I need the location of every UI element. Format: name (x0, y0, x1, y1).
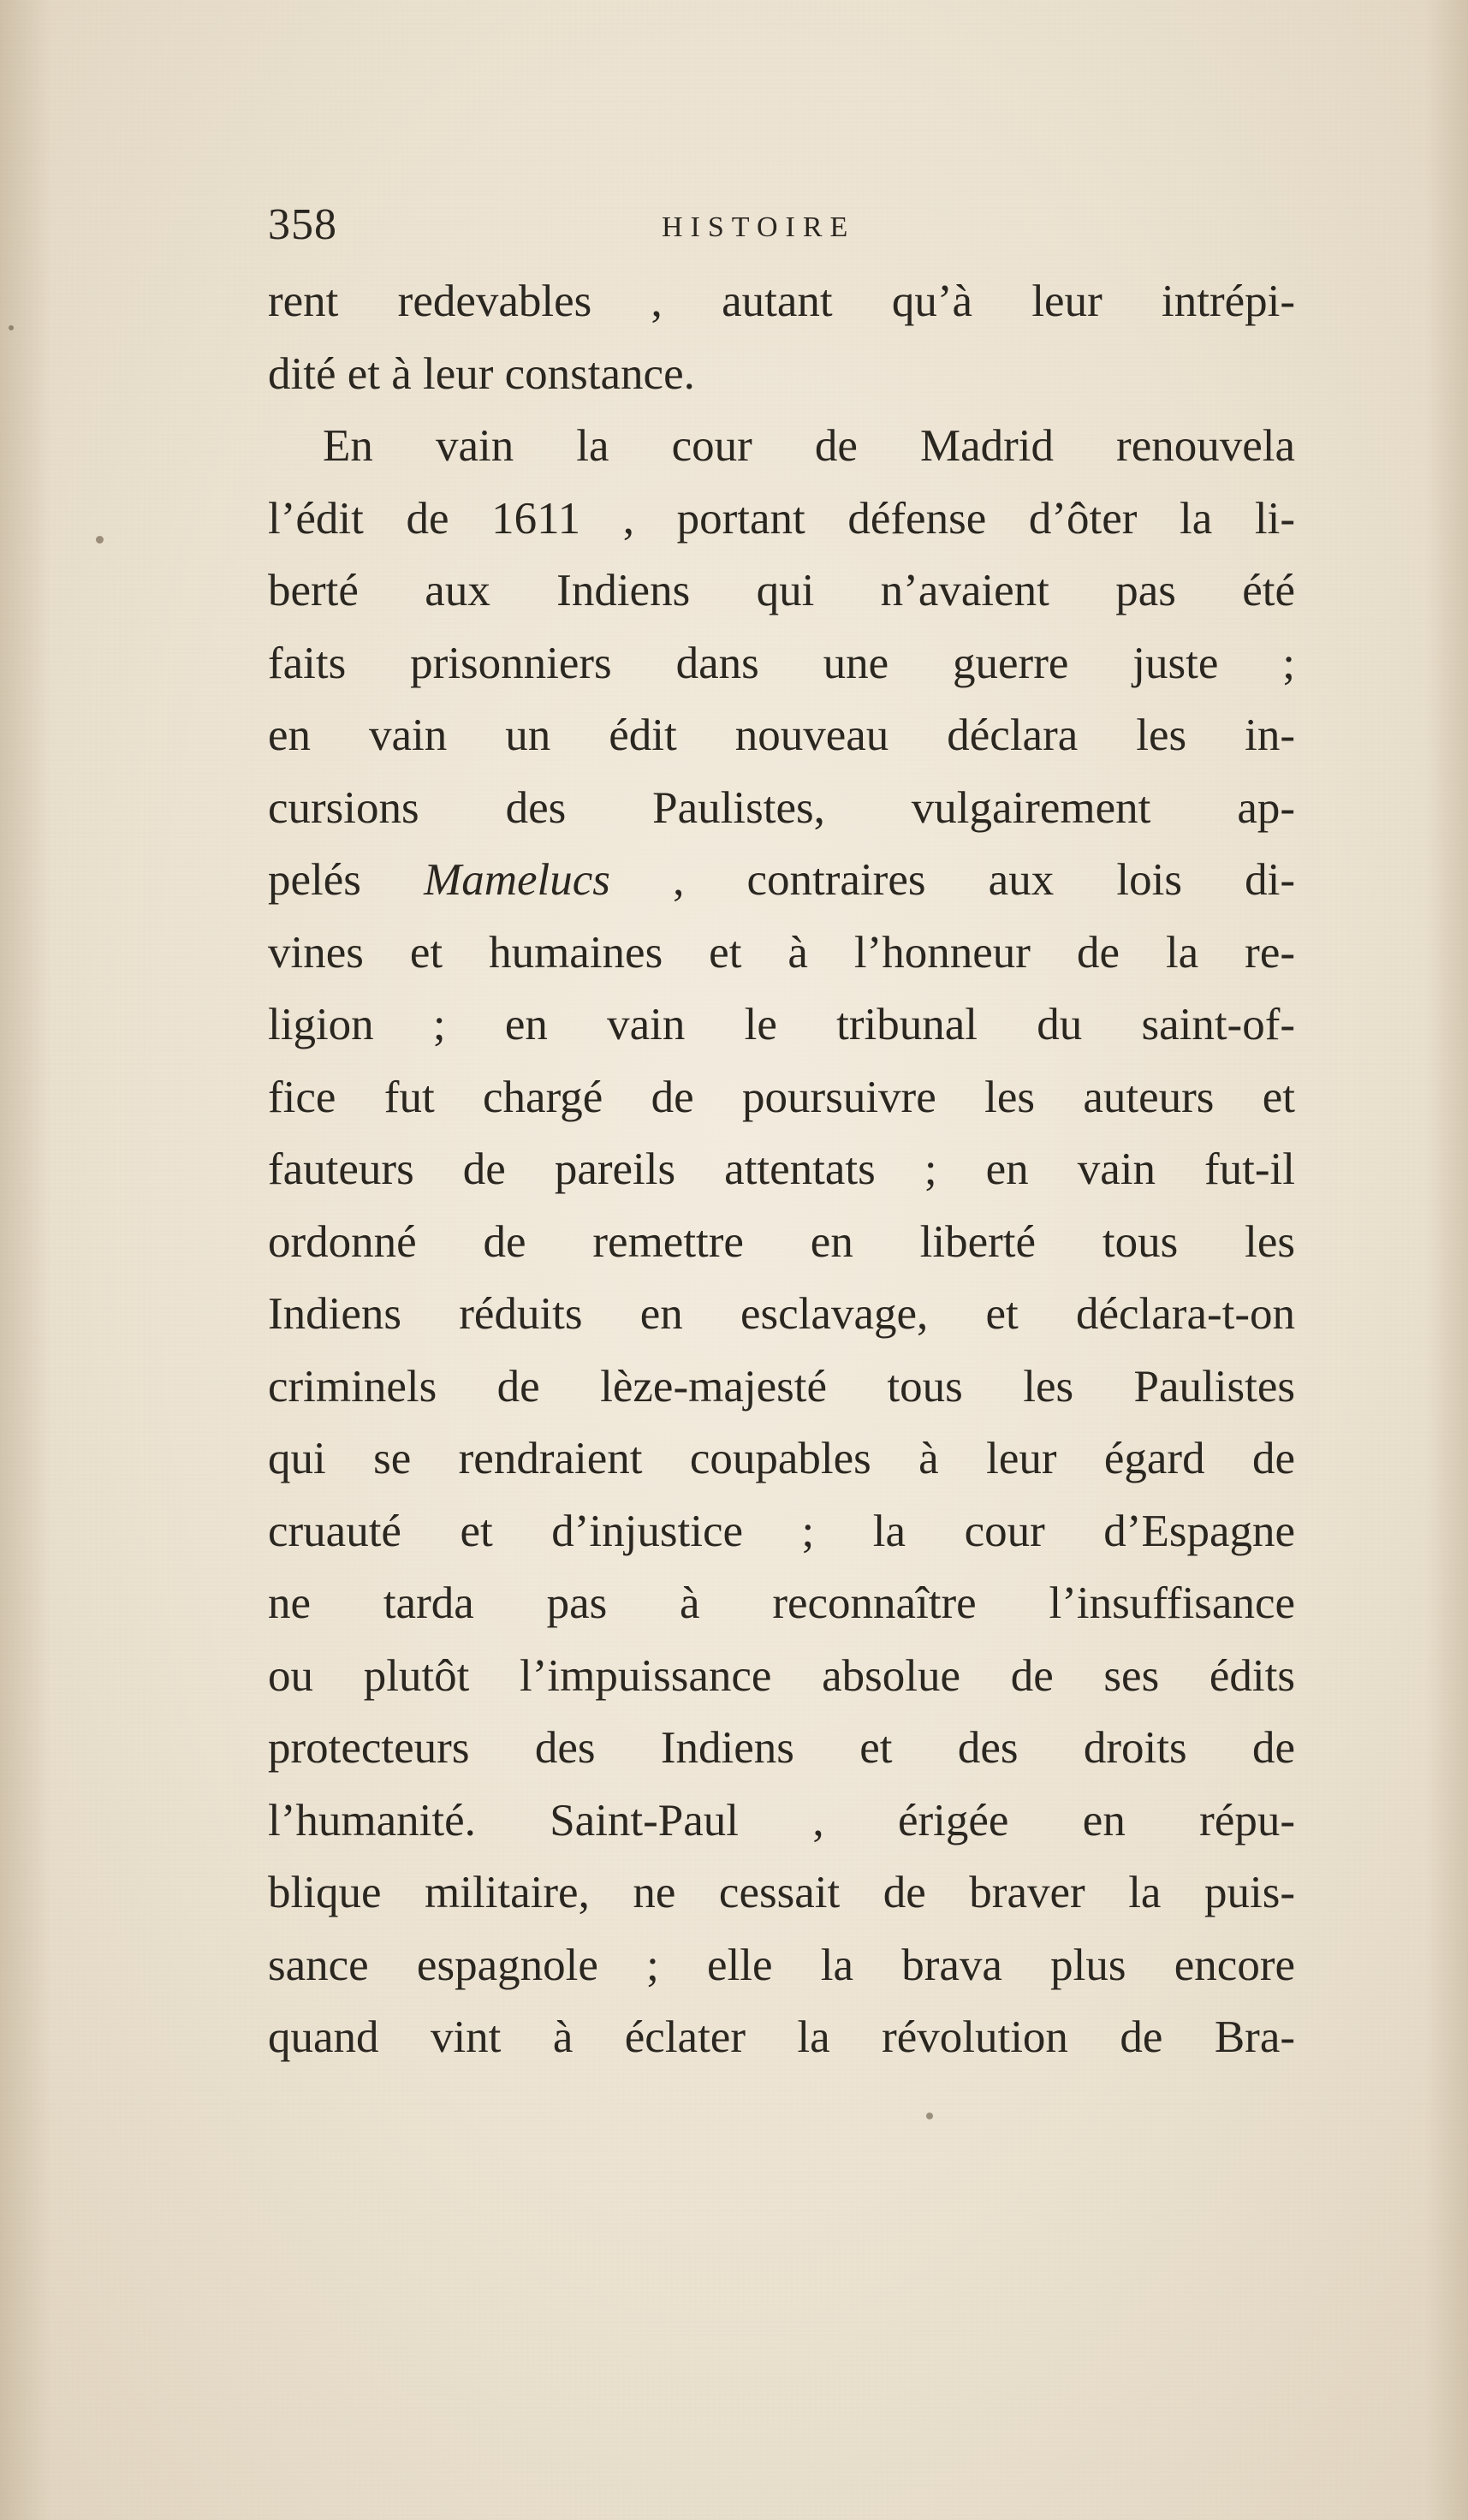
text-line: quand vint à éclater la révolution de Bra- (268, 2012, 1295, 2062)
page-edge-shadow-left (0, 0, 51, 2520)
text-line: ordonné de remettre en liberté tous les (268, 1216, 1295, 1267)
ink-speck (9, 325, 14, 330)
page-number: 358 (268, 200, 337, 249)
page-edge-shadow-right (1425, 0, 1468, 2520)
text-line: sance espagnole ; elle la brava plus encore (268, 1940, 1295, 1990)
text-line: faits prisonniers dans une guerre juste ; (268, 638, 1295, 688)
text-line: fice fut chargé de poursuivre les auteurs et (268, 1072, 1295, 1122)
text-line: rent redevables , autant qu’à leur intrépi- (268, 276, 1295, 326)
text-line: ou plutôt l’impuissance absolue de ses édits (268, 1650, 1295, 1701)
text-line: cursions des Paulistes, vulgairement ap- (268, 782, 1295, 833)
paragraph-first-line: En vain la cour de Madrid renouvela (323, 421, 1295, 471)
page-header (268, 195, 1304, 255)
text-line: l’humanité. Saint-Paul , érigée en répu- (268, 1795, 1295, 1845)
text-line: en vain un édit nouveau déclara les in- (268, 710, 1295, 760)
text-line: criminels de lèze-majesté tous les Paulistes (268, 1361, 1295, 1412)
text-line: dité et à leur constance. (268, 348, 695, 399)
ink-speck (926, 2113, 933, 2119)
text-line: fauteurs de pareils attentats ; en vain fut-il (268, 1144, 1295, 1194)
text-line: Indiens réduits en esclavage, et déclara-t-on (268, 1289, 1295, 1339)
text-segment: , contraires aux lois di- (609, 855, 1295, 905)
body-text (268, 265, 1295, 2074)
text-line: qui se rendraient coupables à leur égard de (268, 1434, 1295, 1483)
ink-speck (96, 536, 104, 544)
text-line: ne tarda pas à reconnaître l’insuffisance (268, 1578, 1295, 1628)
italic-term: Mamelucs (424, 855, 610, 905)
text-line: cruauté et d’injustice ; la cour d’Espagne (268, 1506, 1295, 1556)
text-line: blique militaire, ne cessait de braver la puis- (268, 1868, 1295, 1917)
text-line: protecteurs des Indiens et des droits de (268, 1723, 1295, 1773)
text-line: ligion ; en vain le tribunal du saint-of- (268, 1000, 1295, 1049)
running-head: HISTOIRE (662, 211, 856, 243)
text-line-with-italic (268, 844, 1295, 917)
text-segment: pelés (268, 855, 425, 905)
text-line: berté aux Indiens qui n’avaient pas été (268, 566, 1295, 615)
text-line: vines et humaines et à l’honneur de la re- (268, 927, 1295, 978)
text-line: l’édit de 1611 , portant défense d’ôter la li- (268, 493, 1295, 544)
